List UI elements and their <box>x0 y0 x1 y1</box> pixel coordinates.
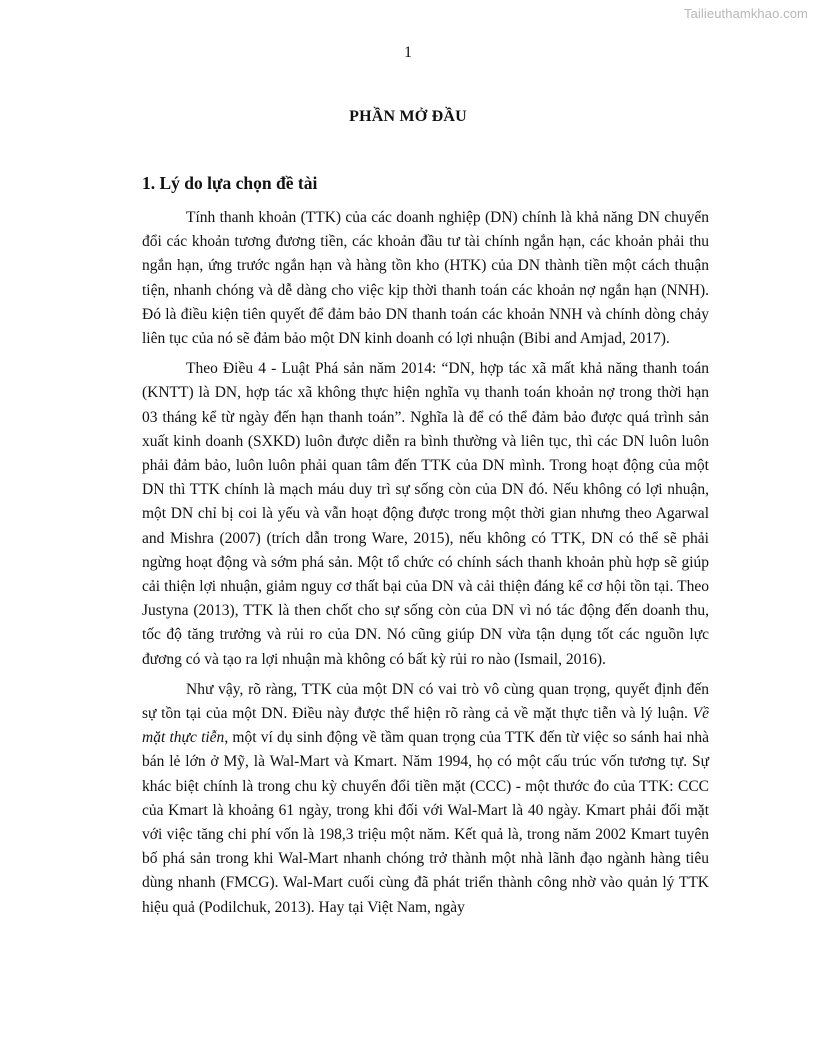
watermark-text: Tailieuthamkhao.com <box>683 6 808 21</box>
paragraph-2: Theo Điều 4 - Luật Phá sản năm 2014: “DN, hợp tác xã mất khả năng thanh toán (KNTT) là DN, hợp tác xã không thực hiện nghĩa vụ thanh toán khoản nợ trong thời hạn 03 tháng kể từ ngày đến hạn thanh toán”. Nghĩa là để có thể đảm bảo được quá trình sản xuất kinh doanh (SXKD) luôn được diễn ra bình thường và liên tục, thì các DN luôn luôn phải đảm bảo, luôn luôn phải quan tâm đến TTK của DN mình. Trong hoạt động của một DN thì TTK chính là mạch máu duy trì sự sống còn của DN đó. Nếu không có lợi nhuận, một DN chỉ bị coi là yếu và vẫn hoạt động được trong một thời gian nhưng theo Agarwal and Mishra (2007) (trích dẫn trong Ware, 2015), nếu không có TTK, DN có thể sẽ phải ngừng hoạt động và sớm phá sản. Một tổ chức có chính sách thanh khoản phù hợp sẽ giúp cải thiện lợi nhuận, giảm nguy cơ thất bại của DN và cải thiện đáng kể cơ hội tồn tại. Theo Justyna (2013), TTK là then chốt cho sự sống còn của DN vì nó tác động đến doanh thu, tốc độ tăng trưởng và rủi ro của DN. Nó cũng giúp DN vừa tận dụng tốt các nguồn lực đương có và tạo ra lợi nhuận mà không có bất kỳ rủi ro nào (Ismail, 2016). <box>142 360 709 668</box>
paragraph-3 <box>142 678 709 920</box>
document-title: PHẦN MỞ ĐẦU <box>349 108 467 125</box>
body-text <box>142 206 709 920</box>
paragraph-3-lead: Như vậy, rõ ràng, TTK của một DN có vai trò vô cùng quan trọng, quyết định đến sự tồn tại của một DN. Điều này được thể hiện rõ ràng cả về mặt thực tiễn và lý luận. <box>142 680 709 723</box>
paragraph-3-italic-phrase: Về mặt thực tiễn <box>142 705 709 747</box>
page-number: 1 <box>404 44 412 61</box>
paragraph-1: Tính thanh khoản (TTK) của các doanh nghiệp (DN) chính là khả năng DN chuyển đổi các khoản tương đương tiền, các khoản đầu tư tài chính ngắn hạn, các khoản phải thu ngắn hạn, ứng trước ngắn hạn và hàng tồn kho (HTK) của DN thành tiền một cách thuận tiện, nhanh chóng và dễ dàng cho việc kịp thời thanh toán các khoản nợ ngắn hạn (NNH). Đó là điều kiện tiên quyết để đảm bảo DN thanh toán các khoản NNH và chính dòng chảy liên tục của nó sẽ đảm bảo một DN kinh doanh có lợi nhuận (Bibi and Amjad, 2017). <box>142 209 709 348</box>
section-heading: 1. Lý do lựa chọn đề tài <box>142 173 318 193</box>
paragraph-3-rest: , một ví dụ sinh động về tầm quan trọng của TTK đến từ việc so sánh hai nhà bán lẻ lớn ở Mỹ, là Wal-Mart và Kmart. Năm 1994, họ có một cấu trúc vốn tương tự. Sự khác biệt chính là trong chu kỳ chuyển đổi tiền mặt (CCC) - một thước đo của TTK: CCC của Kmart là khoảng 61 ngày, trong khi đối với Wal-Mart là 40 ngày. Kmart phải đối mặt với việc tăng chi phí vốn là 198,3 triệu một năm. Kết quả là, trong năm 2002 Kmart tuyên bố phá sản trong khi Wal-Mart nhanh chóng trở thành một nhà lãnh đạo ngành hàng tiêu dùng nhanh (FMCG). Wal-Mart cuối cùng đã phát triển thành công nhờ vào quản lý TTK hiệu quả (Podilchuk, 2013). Hay tại Việt Nam, ngày <box>142 729 709 916</box>
